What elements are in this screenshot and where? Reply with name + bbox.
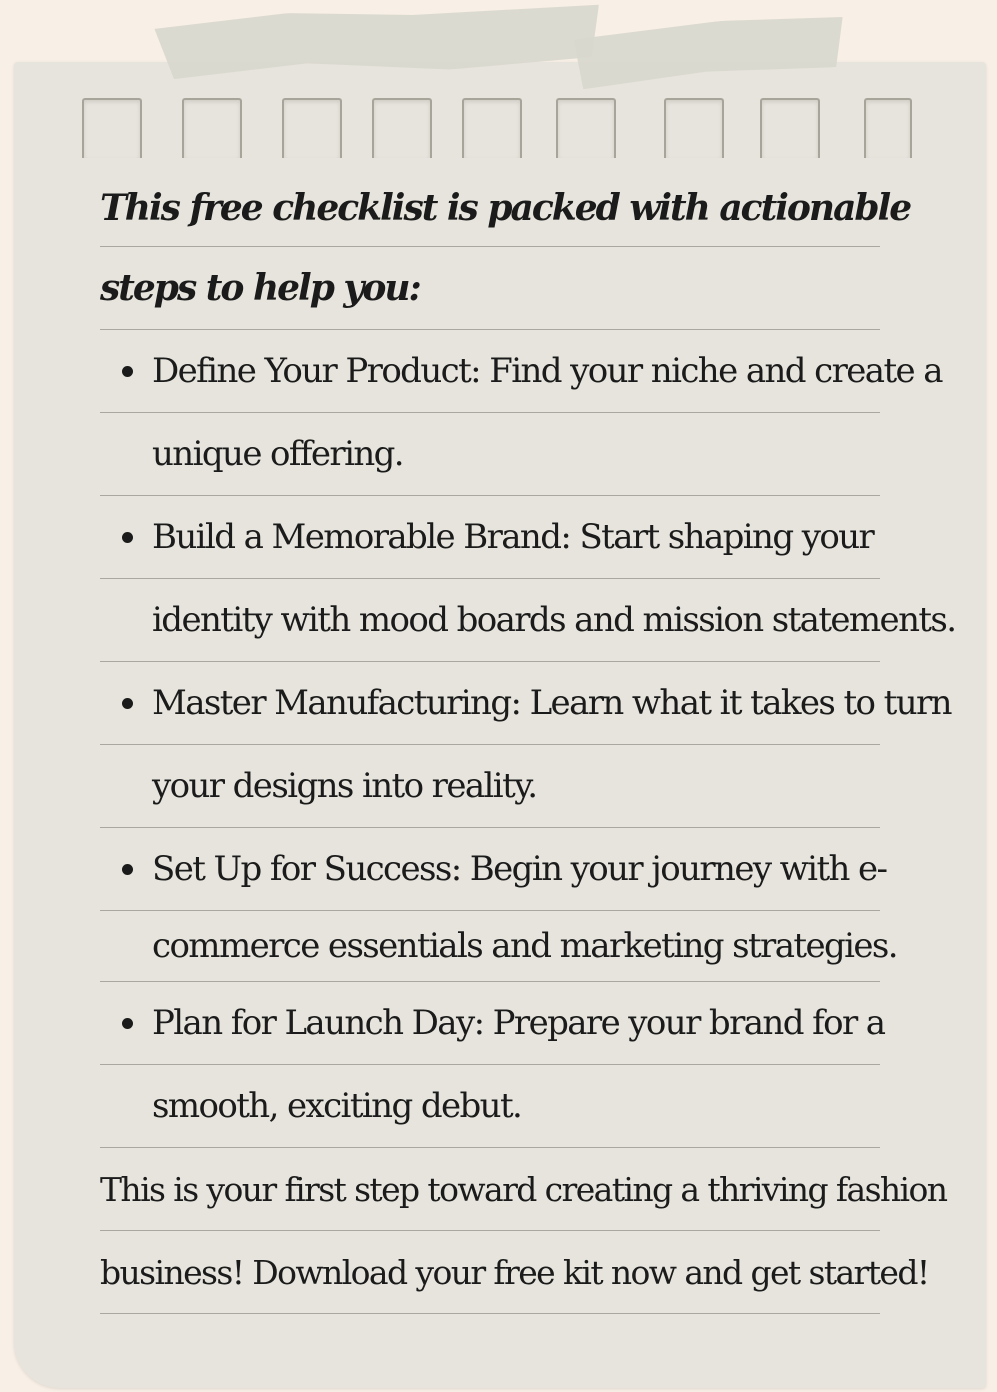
checklist-item-line: identity with mood boards and mission statements.: [100, 579, 880, 662]
checklist-item: [100, 828, 920, 982]
closing-message: [100, 1148, 947, 1314]
paper-tab-slot: [462, 98, 522, 158]
checklist-heading: [100, 170, 920, 330]
closing-message-line: This is your first step toward creating a thriving fashion: [100, 1148, 880, 1231]
paper-tab-slot: [282, 98, 342, 158]
closing-message-line: business! Download your free kit now and get started!: [100, 1231, 880, 1314]
paper-tab-slot: [556, 98, 616, 158]
checklist-item-line: Set Up for Success: Begin your journey with e-: [100, 828, 880, 911]
checklist-item: [100, 330, 942, 496]
heading-line: steps to help you:: [100, 247, 880, 330]
checklist-item-line: Plan for Launch Day: Prepare your brand for a: [100, 982, 880, 1065]
paper-tab-slot: [82, 98, 142, 158]
checklist-item-line: Define Your Product: Find your niche and create a: [100, 330, 880, 413]
checklist-item-line: Master Manufacturing: Learn what it takes to turn: [100, 662, 880, 745]
paper-tab-slot: [182, 98, 242, 158]
checklist-item-line: unique offering.: [100, 413, 880, 496]
paper-tab-slot: [664, 98, 724, 158]
checklist-content: [100, 170, 956, 1314]
paper-tab-slot: [864, 98, 912, 158]
checklist-item: [100, 662, 951, 828]
checklist-item: [100, 496, 956, 662]
checklist-item-line: Build a Memorable Brand: Start shaping your: [100, 496, 880, 579]
paper-tab-slot: [760, 98, 820, 158]
checklist-item: [100, 982, 920, 1148]
checklist-item-line: your designs into reality.: [100, 745, 880, 828]
paper-tab-slot: [372, 98, 432, 158]
checklist-item-line: smooth, exciting debut.: [100, 1065, 880, 1148]
checklist-item-line: commerce essentials and marketing strategies.: [100, 911, 880, 982]
heading-line: This free checklist is packed with actionable: [100, 170, 880, 247]
